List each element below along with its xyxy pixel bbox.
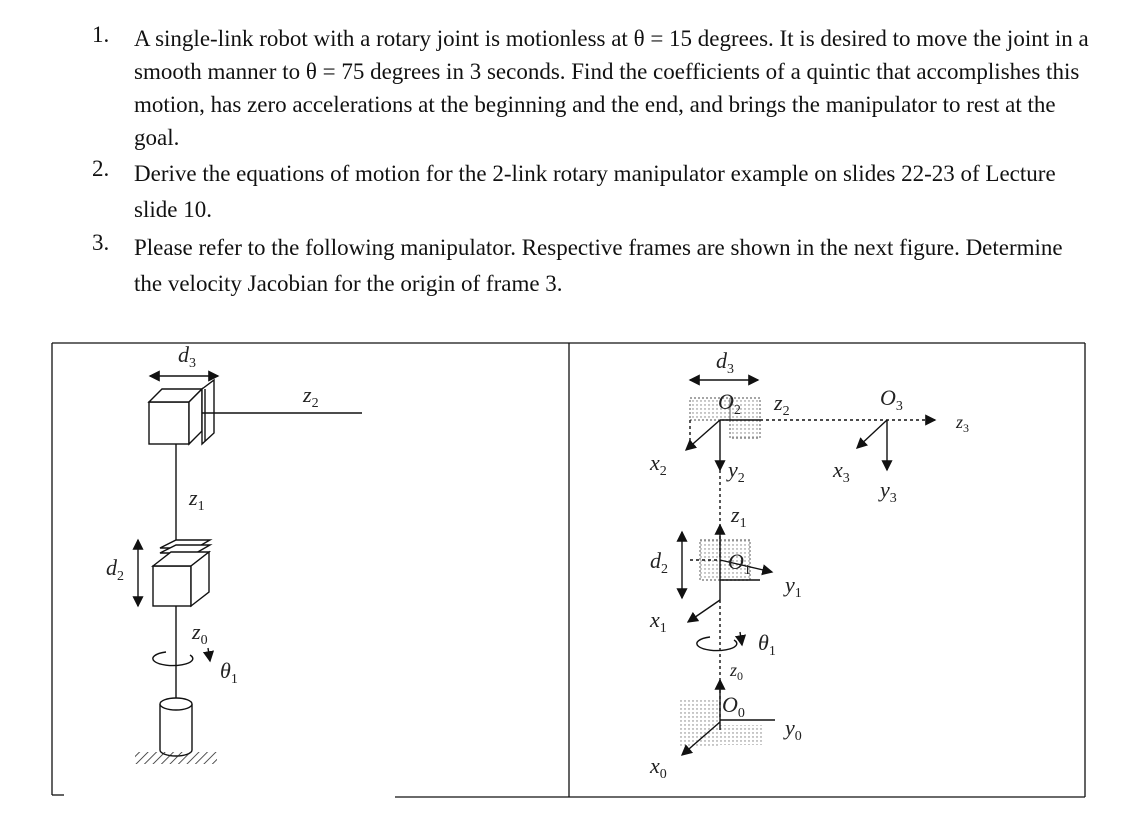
problem-2-text: Derive the equations of motion for the 2-link rotary manipulator example on slides 22-23 of Lecture slide 10. <box>134 161 1056 222</box>
right-label-y2: $y_2$ <box>728 457 745 486</box>
right-label-x1: $x_1$ <box>650 607 667 636</box>
right-label-z0: $z_0$ <box>730 660 744 683</box>
left-label-z1: $z_1$ <box>189 485 205 514</box>
problem-2-number: 2. <box>92 156 110 181</box>
right-label-z1: $z_1$ <box>731 502 747 531</box>
right-label-O0: $O_0$ <box>722 692 745 721</box>
problem-3-text: Please refer to the following manipulator. Respective frames are shown in the next figure. Determine the velocity Jacobian for the origin of frame 3. <box>134 235 1063 296</box>
left-label-theta1: $\theta_1$ <box>220 658 238 687</box>
left-label-z2: $z_2$ <box>303 382 319 411</box>
left-label-d2: $d_2$ <box>106 555 124 584</box>
right-label-y1: $y_1$ <box>785 572 802 601</box>
right-label-O2: $O_2$ <box>718 389 741 418</box>
left-label-d3: $d_3$ <box>178 342 196 371</box>
right-label-O1: $O_1$ <box>728 549 751 578</box>
left-manipulator <box>135 376 362 764</box>
right-label-theta1: $\theta_1$ <box>758 630 776 659</box>
problem-1-text: A single-link robot with a rotary joint is motionless at θ = 15 degrees. It is desired to move the joint in a smooth manner to θ = 75 degrees in 3 seconds. Find the coefficients of a quintic that accomplishes this motion, has zero accelerations at the beginning and the end, and brings the manipulator to rest at the goal. <box>134 26 1089 150</box>
left-label-z0: $z_0$ <box>192 619 208 648</box>
problem-1-number: 1. <box>92 22 110 47</box>
right-label-y3: $y_3$ <box>880 477 897 506</box>
right-label-z3: $z_3$ <box>956 412 970 435</box>
right-label-O3: $O_3$ <box>880 385 903 414</box>
right-label-y0: $y_0$ <box>785 715 802 744</box>
right-label-d2: $d_2$ <box>650 548 668 577</box>
right-label-x3: $x_3$ <box>833 457 850 486</box>
right-label-d3: $d_3$ <box>716 348 734 377</box>
right-label-x0: $x_0$ <box>650 753 667 782</box>
right-label-z2: $z_2$ <box>774 390 790 419</box>
right-label-x2: $x_2$ <box>650 450 667 479</box>
problem-3-number: 3. <box>92 230 110 255</box>
right-frames <box>680 380 935 755</box>
